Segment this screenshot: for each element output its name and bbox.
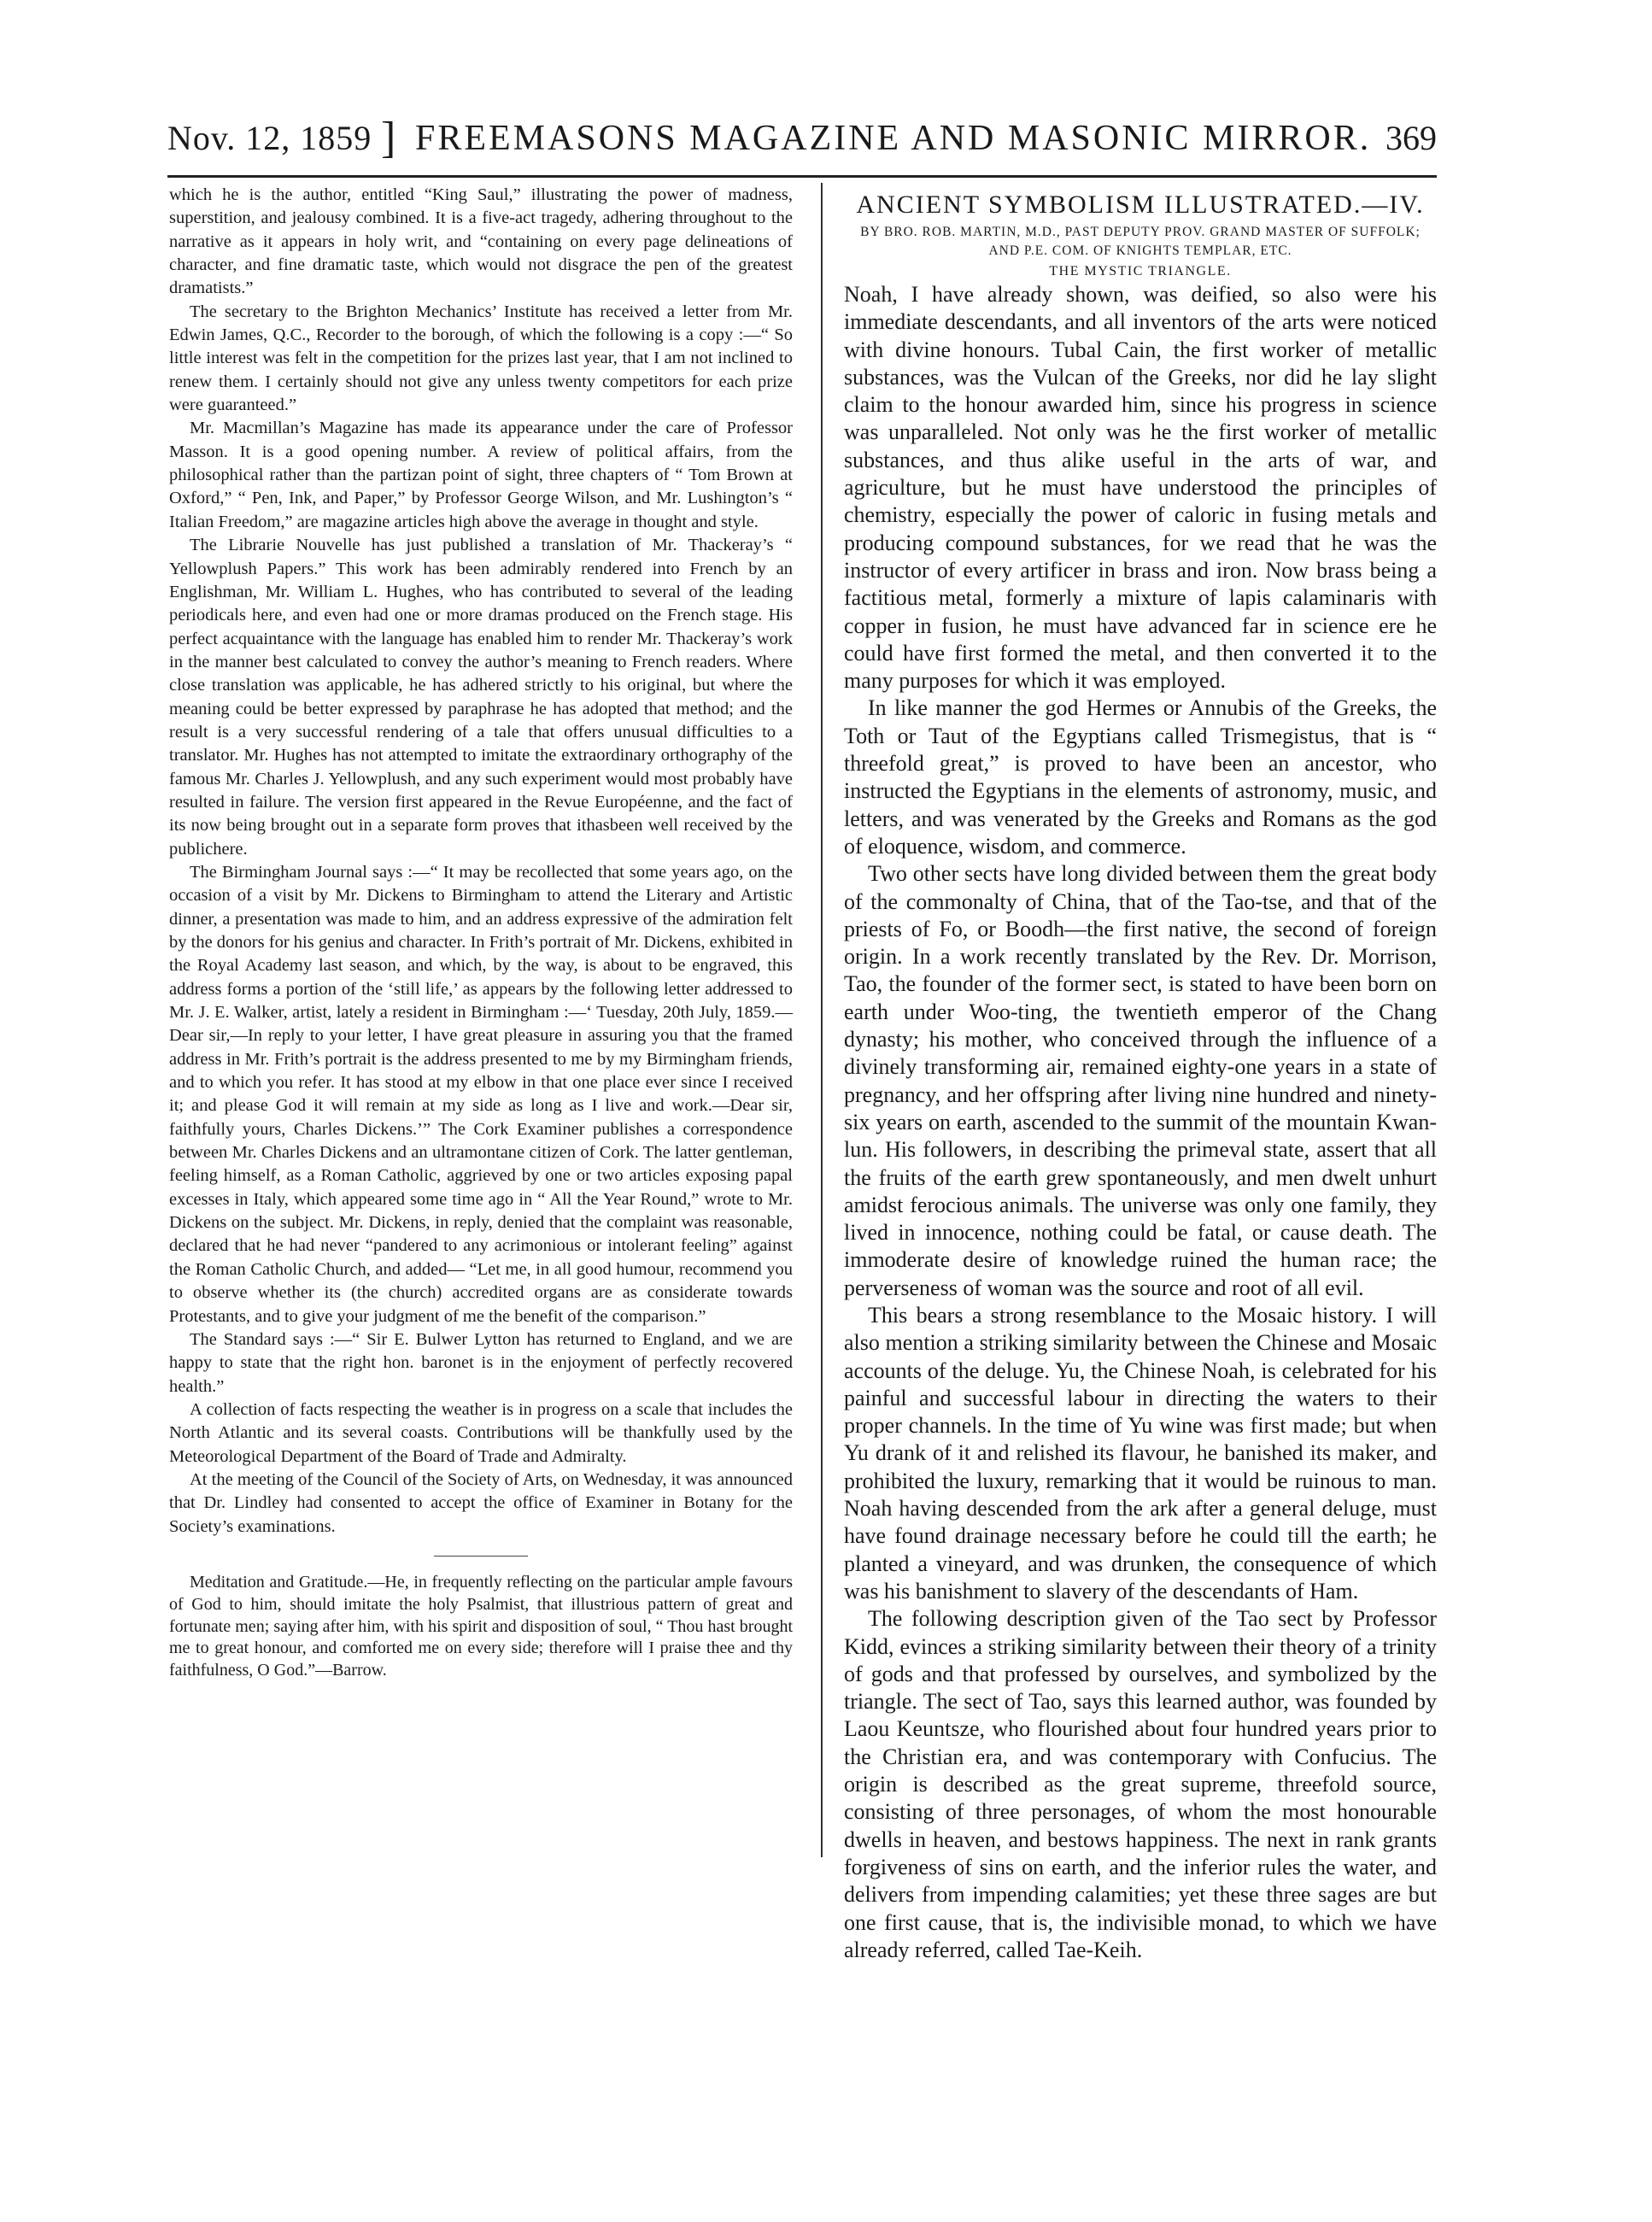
publication-title: FREEMASONS MAGAZINE AND MASONIC MIRROR. xyxy=(415,119,1372,158)
right-column xyxy=(844,184,1437,1964)
article-paragraph-1: Noah, I have already shown, was deified, so also were his immediate descendants, and all inventors of the arts were noticed with divine honours. Tubal Cain, the first worker of metallic substances, was the Vulcan of the Greeks, nor did he lay slight claim to the honour awarded him, since his progress in science was unparalleled. Not only was he the first worker of metallic substances, and thus alike useful in the arts of war, and agriculture, but he must have understood the principles of chemistry, especially the power of caloric in fusing metals and producing compound substances, for we read that he was the instructor of every artificer in brass and iron. Now brass being a factitious metal, formerly a mixture of lapis calaminaris with copper in fusion, he must have advanced far in science ere he could have first formed the metal, and then converted it to the many purposes for which it was employed. xyxy=(844,282,1437,694)
article-paragraph-3: Two other sects have long divided between them the great body of the commonalty of China, that of the Tao-tse, and that of the priests of Fo, or Boodh—the first native, the second of foreign origin. In a work recently translated by the Rev. Dr. Morrison, Tao, the founder of the former sect, is stated to have been born on earth under Woo-ting, the twentieth emperor of the Chang dynasty; his mother, who conceived through the influence of a divinely transforming air, remained eighty-one years in a state of pregnancy, and her offspring after living nine hundred and ninety-six years on earth, ascended to the summit of the mountain Kwan-lun. His followers, in describing the primeval state, assert that all the fruits of the earth grew spontaneously, and men dwelt unhurt amidst ferocious animals. The universe was only one family, they lived in innocence, nothing could be fatal, or cause death. The immoderate desire of knowledge ruined the human race; the perverseness of woman was the source and root of all evil. xyxy=(844,861,1437,1300)
article-paragraph-2: In like manner the god Hermes or Annubis of the Greeks, the Toth or Taut of the Egyptians called Trismegistus, that is “ threefold great,” is proved to have been an ancestor, who instructed the Egyptians in the elements of astronomy, music, and letters, and was venerated by the Greeks and Romans as the god of eloquence, wisdom, and commerce. xyxy=(844,695,1437,859)
left-paragraph-8: At the meeting of the Council of the Society of Arts, on Wednesday, it was announced that Dr. Lindley had consented to accept the office of Examiner in Botany for the Society’s examinations. xyxy=(169,1469,793,1536)
meditation-note xyxy=(169,1572,793,1682)
meditation-paragraph: Meditation and Gratitude.—He, in frequently reflecting on the particular ample favours of God to him, should imitate the holy Psalmist, that illustrious pattern of great and fortunate men; saying after him, with his spirit and disposition of soul, “ Thou hast brought me to great honour, and comforted me on every side; therefore will I praise thee and thy faithfulness, O God.”—Barrow. xyxy=(169,1572,793,1680)
article-paragraph-5: The following description given of the Tao sect by Professor Kidd, evinces a striking similarity between their theory of a trinity of gods and that professed by ourselves, and symbolized by the triangle. The sect of Tao, says this learned author, was founded by Laou Keuntsze, who flourished about four hundred years prior to the Christian era, and was contemporary with Confucius. The origin is described as the great supreme, threefold source, consisting of three personages, of whom the most honourable dwells in heaven, and bestows happiness. The next in rank grants forgiveness of sins on earth, and the inferior rules the water, and delivers from impending calamities; yet these three sages are but one first cause, that is, the indivisible monad, to which we have already referred, called Tae-Keih. xyxy=(844,1606,1437,1962)
section-separator xyxy=(434,1556,528,1557)
article-subtitle: THE MYSTIC TRIANGLE. xyxy=(1049,264,1232,278)
left-paragraph-1: which he is the author, entitled “King Saul,” illustrating the power of madness, superstition, and jealousy combined. It is a five-act tragedy, adhering throughout to the narrative as it appears in holy writ, and “containing on every page delineations of character, and fine dramatic taste, which would not disgrace the pen of the greatest dramatists.” xyxy=(169,185,793,298)
left-paragraph-3: Mr. Macmillan’s Magazine has made its appearance under the care of Professor Masson. It is a good opening number. A review of political affairs, from the philosophical rather than the partizan point of sight, three chapters of “ Tom Brown at Oxford,” “ Pen, Ink, and Paper,” by Professor George Wilson, and Mr. Lushington’s “ Italian Freedom,” are magazine articles high above the average in thought and style. xyxy=(169,419,793,531)
left-column xyxy=(169,184,793,1682)
header-rule xyxy=(167,175,1437,178)
issue-date: Nov. 12, 1859 xyxy=(167,119,372,157)
article-title: ANCIENT SYMBOLISM ILLUSTRATED.—IV. xyxy=(856,191,1425,219)
article-byline: BY BRO. ROB. MARTIN, M.D., PAST DEPUTY PROV. GRAND MASTER OF SUFFOLK; AND P.E. COM. OF KNIGHTS TEMPLAR, ETC. xyxy=(860,225,1421,258)
column-divider xyxy=(821,183,823,1857)
page-number: 369 xyxy=(1385,119,1437,157)
left-paragraph-6: The Standard says :—“ Sir E. Bulwer Lytton has returned to England, and we are happy to state that the right hon. baronet is in the enjoyment of perfectly recovered health.” xyxy=(169,1329,793,1396)
left-paragraph-5: The Birmingham Journal says :—“ It may be recollected that some years ago, on the occasion of a visit by Mr. Dickens to Birmingham to attend the Literary and Artistic dinner, a presentation was made to him, and an address expressive of the admiration felt by the donors for his genius and character. In Frith’s portrait of Mr. Dickens, exhibited in the Royal Academy last season, and which, by the way, is about to be engraved, this address forms a portion of the ‘still life,’ as appears by the following letter addressed to Mr. J. E. Walker, artist, lately a resident in Birmingham :—‘ Tuesday, 20th July, 1859.—Dear sir,—In reply to your letter, I have great pleasure in assuring you that the framed address in Mr. Frith’s portrait is the address presented to me by my Birmingham friends, and to which you refer. It has stood at my elbow in that one place ever since I received it; and please God it will remain at my side as long as I live and work.—Dear sir, faithfully yours, Charles Dickens.’” The Cork Examiner publishes a correspondence between Mr. Charles Dickens and an ultramontane citizen of Cork. The latter gentleman, feeling himself, as a Roman Catholic, aggrieved by one or two articles exposing papal excesses in Italy, which appeared some time ago in “ All the Year Round,” wrote to Mr. Dickens on the subject. Mr. Dickens, in reply, denied that the complaint was reasonable, declared that he had never “pandered to any acrimonious or intolerant feeling” against the Roman Catholic Church, and added— “Let me, in all good humour, recommend you to observe whether its (the church) accredited organs are as considerate towards Protestants, and to give your judgment of me the benefit of the comparison.” xyxy=(169,862,793,1326)
left-paragraph-7: A collection of facts respecting the weather is in progress on a scale that includes the North Atlantic and its several coasts. Contributions will be thankfully used by the Meteorological Department of the Board of Trade and Admiralty. xyxy=(169,1399,793,1466)
article-paragraph-4: This bears a strong resemblance to the Mosaic history. I will also mention a striking similarity between the Chinese and Mosaic accounts of the deluge. Yu, the Chinese Noah, is celebrated for his painful and successful labour in directing the waters to their proper channels. In the time of Yu wine was first made; but when Yu drank of it and relished its flavour, he banished its maker, and prohibited the luxury, remarking that it would be ruinous to man. Noah having descended from the ark after a general deluge, must have found drainage necessary before he could till the earth; he planted a vineyard, and was drunken, the consequence of which was his banishment to slavery of the descendants of Ham. xyxy=(844,1302,1437,1603)
page-header xyxy=(167,114,1437,178)
header-bracket: ] xyxy=(381,114,396,162)
left-paragraph-2: The secretary to the Brighton Mechanics’ Institute has received a letter from Mr. Edwin James, Q.C., Recorder to the borough, of which the following is a copy :—“ So little interest was felt in the competition for the prizes last year, that I am not inclined to renew them. I certainly should not give any unless twenty competitors for each prize were guaranteed.” xyxy=(169,302,793,415)
left-paragraph-4: The Librarie Nouvelle has just published a translation of Mr. Thackeray’s “ Yellowplush Papers.” This work has been admirably rendered into French by an Englishman, Mr. William L. Hughes, who has contributed to several of the leading periodicals here, and even had one or more dramas produced on the French stage. His perfect acquaintance with the language has enabled him to render Mr. Thackeray’s work in the manner best calculated to convey the author’s meaning to French readers. Where close translation was applicable, he has adhered strictly to his original, but where the meaning could be better expressed by paraphrase he has adopted that method; and the result is a very successful rendering of a tale that offers unusual difficulties to a translator. Mr. Hughes has not attempted to imitate the extraordinary orthography of the famous Mr. Charles J. Yellowplush, and any such experiment would most probably have resulted in failure. The version first appeared in the Revue Européenne, and the fact of its now being brought out in a separate form proves that ithasbeen well received by the publichere. xyxy=(169,536,793,859)
